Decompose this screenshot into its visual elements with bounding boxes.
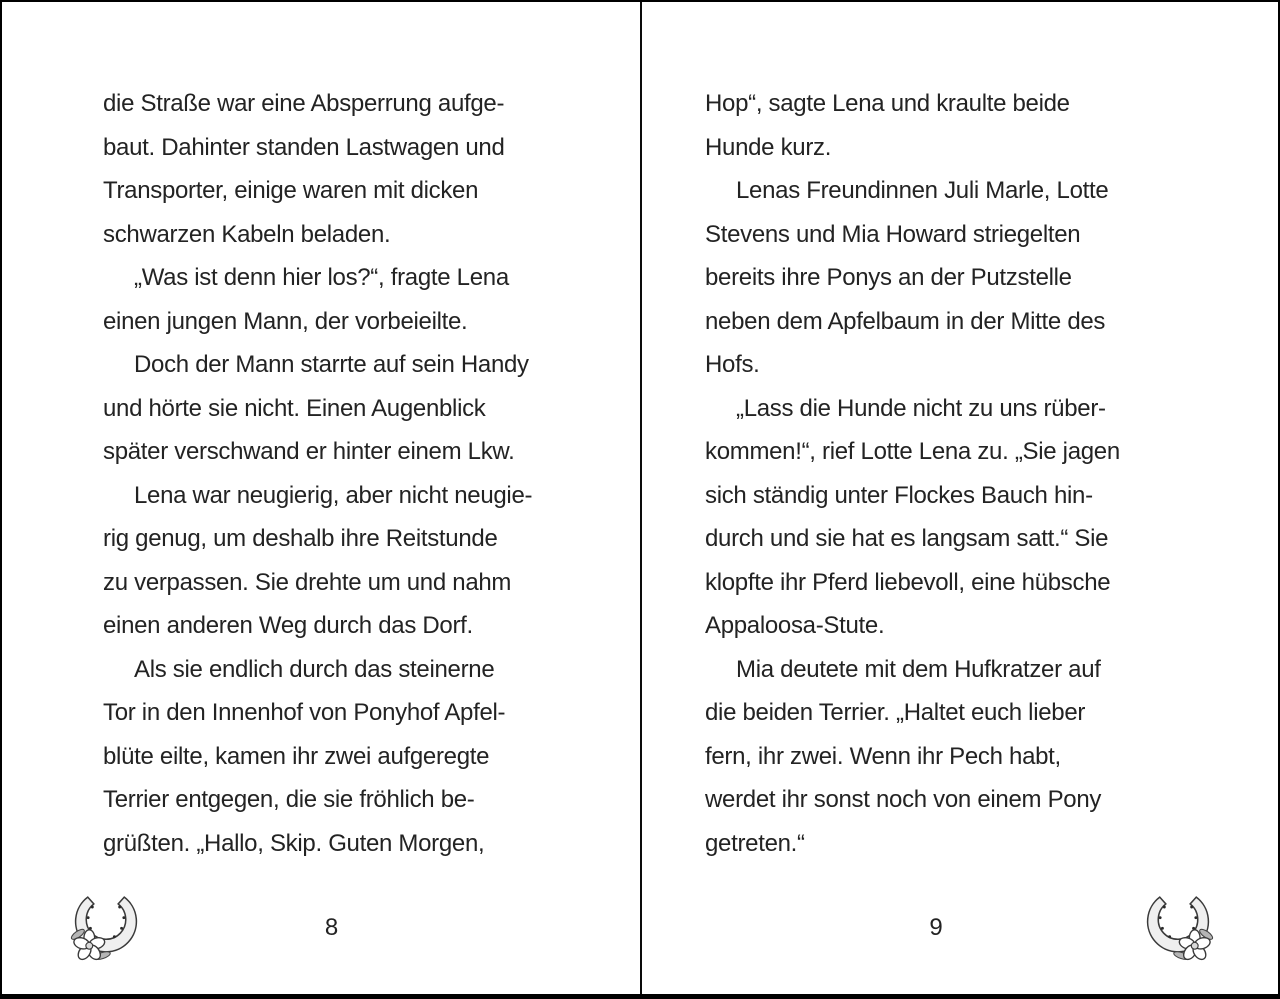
right-page	[642, 2, 1278, 994]
text-line: blüte eilte, kamen ihr zwei aufgeregte	[103, 742, 490, 770]
text-line: Appaloosa-Stute.	[705, 612, 885, 639]
text-line: einen anderen Weg durch das Dorf.	[103, 612, 473, 639]
text-line: Transporter, einige waren mit dicken	[103, 177, 479, 204]
right-page-text	[642, 82, 1278, 865]
text-line: durch und sie hat es langsam satt.“ Sie	[705, 525, 1109, 552]
text-line: Hop“, sagte Lena und kraulte beide	[705, 90, 1070, 117]
text-line: „Lass die Hunde nicht zu uns rüber-	[736, 394, 1106, 422]
left-page	[2, 2, 640, 994]
text-line: baut. Dahinter standen Lastwagen und	[103, 133, 505, 161]
text-line: sich ständig unter Flockes Bauch hin-	[705, 481, 1093, 509]
text-line: schwarzen Kabeln beladen.	[103, 220, 391, 248]
text-line: zu verpassen. Sie drehte um und nahm	[103, 568, 512, 596]
page-number: 8	[324, 914, 339, 941]
text-line: und hörte sie nicht. Einen Augenblick	[103, 394, 486, 422]
text-line: getreten.“	[705, 829, 805, 857]
text-line: fern, ihr zwei. Wenn ihr Pech habt,	[705, 742, 1061, 770]
text-line: rig genug, um deshalb ihre Reitstunde	[103, 525, 498, 552]
text-line: „Was ist denn hier los?“, fragte Lena	[134, 264, 509, 291]
text-line: grüßten. „Hallo, Skip. Guten Morgen,	[103, 829, 485, 857]
text-line: Hunde kurz.	[705, 133, 832, 161]
text-line: Hofs.	[705, 351, 760, 378]
text-line: Als sie endlich durch das steinerne	[134, 655, 495, 683]
text-line: neben dem Apfelbaum in der Mitte des	[705, 307, 1106, 335]
text-line: kommen!“, rief Lotte Lena zu. „Sie jagen	[705, 438, 1120, 465]
text-line: einen jungen Mann, der vorbeieilte.	[103, 307, 468, 335]
left-page-text	[2, 82, 640, 865]
text-line: die beiden Terrier. „Haltet euch lieber	[705, 699, 1086, 726]
text-line: Lenas Freundinnen Juli Marle, Lotte	[736, 177, 1109, 204]
text-line: Lena war neugierig, aber nicht neugie-	[134, 481, 533, 509]
text-line: die Straße war eine Absperrung aufge-	[103, 90, 505, 117]
text-line: Tor in den Innenhof von Ponyhof Apfel-	[103, 699, 506, 726]
text-line: Stevens und Mia Howard striegelten	[705, 220, 1081, 248]
text-line: werdet ihr sonst noch von einem Pony	[705, 786, 1102, 813]
text-line: Mia deutete mit dem Hufkratzer auf	[736, 655, 1101, 683]
page-number: 9	[929, 914, 943, 941]
text-line: Terrier entgegen, die sie fröhlich be-	[103, 786, 475, 813]
text-line: bereits ihre Ponys an der Putzstelle	[705, 264, 1072, 291]
text-line: Doch der Mann starrte auf sein Handy	[134, 351, 529, 378]
text-line: später verschwand er hinter einem Lkw.	[103, 438, 515, 465]
text-line: klopfte ihr Pferd liebevoll, eine hübsche	[705, 568, 1111, 596]
